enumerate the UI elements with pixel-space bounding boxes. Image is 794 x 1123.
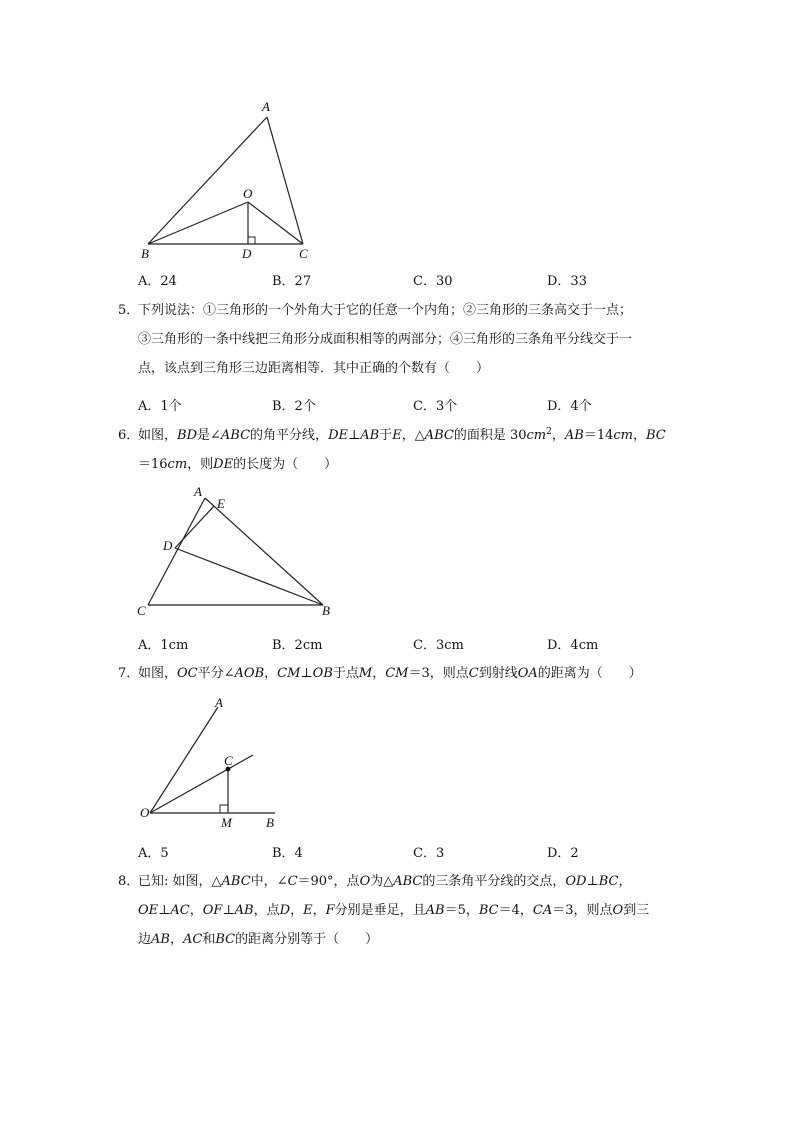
q5-number: 5．	[118, 303, 140, 318]
q4-label-a: A	[262, 99, 270, 114]
q8-line-2: OE⊥AC，OF⊥AB，点D，E，F分别是垂足，且AB＝5，BC＝4，CA＝3，则点O到三	[138, 903, 650, 918]
q6-option-a[interactable]: A．1cm	[138, 638, 189, 653]
q6-label-d: D	[163, 538, 173, 553]
q6-option-c[interactable]: C．3cm	[413, 638, 464, 653]
q7-angle-figure	[130, 693, 290, 833]
q6-line-2: ＝16cm，则DE的长度为（ ）	[138, 457, 338, 472]
q5-option-a[interactable]: A．1个	[138, 399, 182, 414]
q6-side-ab	[205, 498, 323, 605]
q8-line-3: 边AB，AC和BC的距离分别等于（ ）	[138, 932, 379, 947]
q5-line-2: ③三角形的一条中线把三角形分成面积相等的两部分；④三角形的三条角平分线交于一	[138, 332, 633, 347]
q8-question	[118, 867, 678, 954]
q7-option-c[interactable]: C．3	[413, 846, 445, 861]
q4-segment-oc	[248, 202, 303, 244]
q7-line-1: 7．如图，OC平分∠AOB，CM⊥OB于点M，CM＝3，则点C到射线OA的距离为（ ）	[118, 659, 678, 688]
q4-label-b: B	[141, 246, 149, 261]
q6-bisector-bd	[175, 548, 323, 605]
q6-label-a: A	[194, 484, 202, 499]
q6-option-b[interactable]: B．2cm	[272, 638, 323, 653]
q7-option-a[interactable]: A．5	[138, 846, 169, 861]
q4-side-ac	[267, 117, 303, 244]
q7-label-a: A	[215, 695, 223, 710]
q4-right-angle-mark	[248, 237, 255, 244]
q4-options	[138, 270, 698, 288]
q6-options	[138, 634, 698, 652]
q7-bisector-oc	[150, 755, 253, 813]
q4-segment-ob	[148, 202, 248, 244]
q4-label-o: O	[243, 186, 253, 201]
q5-options	[138, 395, 698, 413]
q4-option-a[interactable]: A．24	[138, 274, 177, 289]
q7-ray-oa	[150, 707, 218, 813]
q5-text-1: 下列说法：①三角形的一个外角大于它的任意一个内角；②三角形的三条高交于一点；	[138, 303, 633, 318]
q6-perpendicular-de	[175, 506, 214, 548]
q6-label-c: C	[137, 603, 146, 618]
q4-triangle-figure	[130, 95, 330, 265]
q5-option-b[interactable]: B．2个	[272, 399, 316, 414]
q5-option-c[interactable]: C．3个	[413, 399, 458, 414]
q7-label-c: C	[224, 753, 233, 768]
q7-options	[138, 842, 698, 860]
q6-line-1: 6．如图，BD是∠ABC的角平分线，DE⊥AB于E，△ABC的面积是 $30cm^2$，AB＝14cm，BC	[118, 421, 678, 450]
q6-question	[118, 421, 678, 479]
q7-label-m: M	[221, 815, 232, 830]
q4-label-d: D	[242, 246, 252, 261]
q6-number: 6．	[118, 428, 140, 443]
q8-line-1: 8．已知: 如图，△ABC中，∠C＝90°，点O为△ABC的三条角平分线的交点，OD⊥BC，	[118, 867, 678, 896]
q6-triangle-figure	[130, 480, 350, 625]
q7-option-d[interactable]: D．2	[547, 846, 579, 861]
q7-option-b[interactable]: B．4	[272, 846, 303, 861]
q7-label-o: O	[140, 805, 150, 820]
q5-line-3: 点，该点到三角形三边距离相等．其中正确的个数有（ ）	[138, 361, 490, 376]
q7-label-b: B	[266, 815, 274, 830]
q7-number: 7．	[118, 666, 140, 681]
q5-option-d[interactable]: D．4个	[547, 399, 592, 414]
q4-label-c: C	[299, 246, 308, 261]
q7-question	[118, 659, 678, 688]
q5-question	[118, 296, 678, 383]
q6-option-d[interactable]: D．4cm	[547, 638, 599, 653]
q4-option-b[interactable]: B．27	[272, 274, 312, 289]
q4-option-c[interactable]: C．30	[413, 274, 453, 289]
q7-right-angle-mark	[220, 805, 228, 813]
q5-line-1	[118, 296, 678, 325]
q4-side-ab	[148, 117, 267, 244]
q6-side-ac	[148, 498, 205, 605]
q8-number: 8．	[118, 874, 140, 889]
q6-label-e: E	[217, 496, 225, 511]
q6-label-b: B	[322, 603, 330, 618]
q4-option-d[interactable]: D．33	[547, 274, 587, 289]
